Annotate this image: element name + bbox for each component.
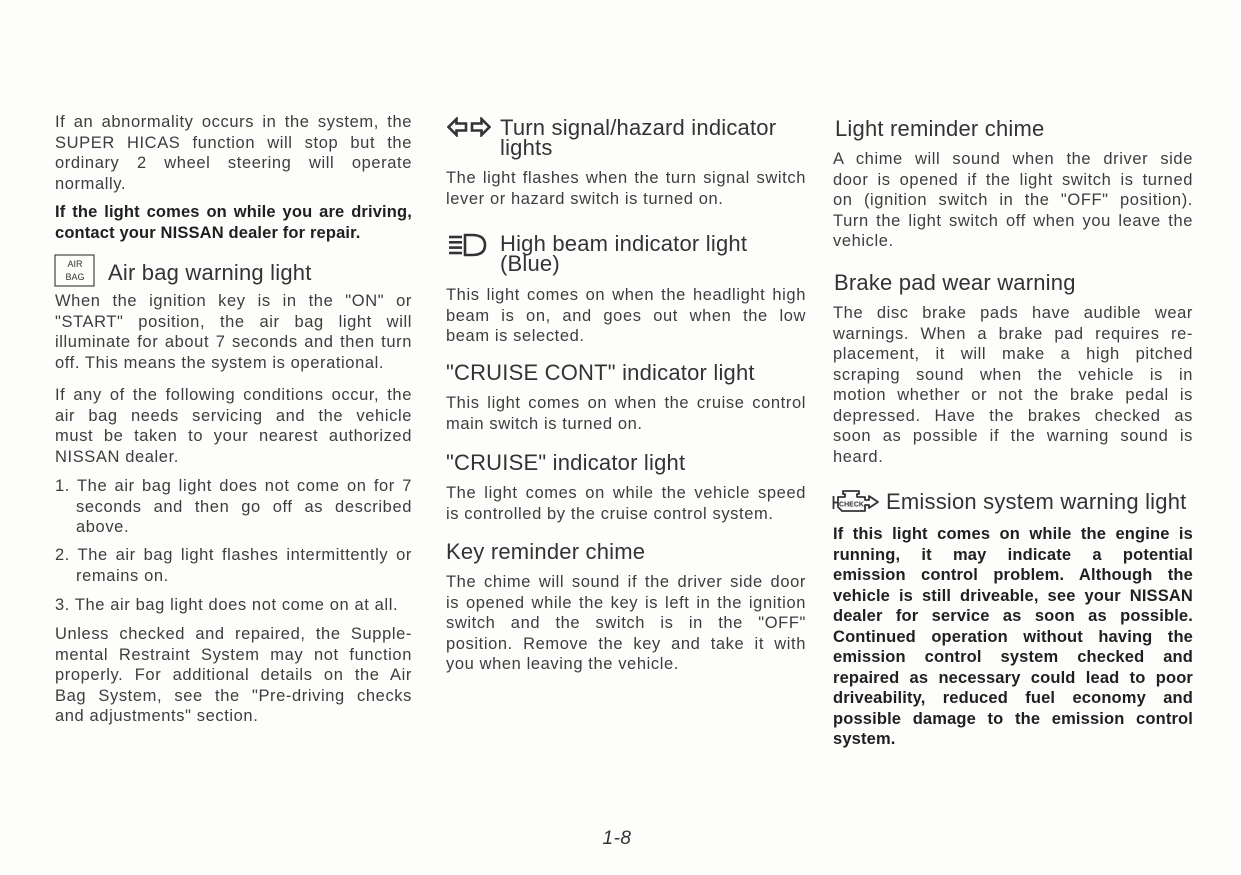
warning-line: Continued operation without having the [833, 627, 1193, 646]
text-line: The chime will sound if the driver side door [446, 573, 806, 591]
light-reminder-heading: Light reminder chime [835, 116, 1045, 141]
intro-line: If an abnormality occurs in the system, the [55, 113, 412, 131]
text-line: air bag needs servicing and the vehicle [55, 406, 412, 425]
text-line: switch and the switch is in the "OFF" [446, 614, 806, 632]
warning-line: possible damage to the emission control [833, 709, 1193, 728]
air-bag-paragraph-2 [55, 385, 412, 467]
heading-line: lights [500, 135, 553, 160]
cruise-paragraph [446, 483, 806, 524]
text-line: must be taken to your nearest authorized [55, 427, 412, 445]
warning-line: emission control problem. Although the [833, 566, 1193, 584]
check-engine-icon [832, 489, 882, 515]
text-line: on (ignition switch in the "OFF" position). [833, 191, 1193, 209]
warning-line: If this light comes on while the engine is [833, 525, 1193, 543]
text-line: Unless checked and repaired, the Supple- [55, 625, 412, 643]
intro-line: SUPER HICAS function will stop but the [55, 133, 412, 152]
text-line: main switch is turned on. [446, 414, 643, 433]
high-beam-heading [500, 231, 748, 276]
warning-line: running, it may indicate a potential [833, 545, 1193, 564]
high-beam-icon [448, 233, 488, 257]
warning-line: repaired as necessary could lead to poor [833, 668, 1193, 687]
high-beam-paragraph [446, 285, 806, 347]
intro-line: normally. [55, 174, 127, 193]
list-item-line: remains on. [76, 566, 169, 585]
air-bag-icon [54, 254, 96, 287]
text-line: The disc brake pads have audible wear [833, 304, 1193, 322]
text-line: beam is on, and goes out when the low [446, 306, 806, 325]
text-line: This light comes on when the headlight high [446, 286, 806, 304]
text-line: When the ignition key is in the "ON" or [55, 292, 412, 310]
text-line: door is opened if the light switch is turned [833, 170, 1193, 189]
text-line: position. Remove the key and take it with [446, 634, 806, 653]
intro-warning-paragraph [55, 202, 412, 243]
air-bag-icon-label: BAG [65, 272, 85, 282]
text-line: Bag System, see the "Pre-driving checks [55, 686, 412, 705]
text-line: warnings. When a brake pad requires re- [833, 324, 1193, 343]
list-item-line: seconds and then go off as described [76, 497, 412, 516]
list-item [55, 595, 412, 616]
heading-line: Turn signal/hazard indicator [500, 115, 777, 140]
warning-line: driveability, reduced fuel economy and [833, 689, 1193, 707]
emission-heading: Emission system warning light [886, 489, 1187, 514]
intro-paragraph [55, 112, 412, 194]
text-line: The light comes on while the vehicle speed [446, 484, 806, 502]
list-item-line: 2. The air bag light flashes intermittently or [55, 546, 412, 564]
warning-line: If the light comes on while you are driving, [55, 203, 412, 221]
text-line: A chime will sound when the driver side [833, 150, 1193, 168]
cruise-cont-heading: "CRUISE CONT" indicator light [446, 360, 755, 385]
text-line: heard. [833, 447, 884, 466]
check-engine-icon-label: CHECK [839, 501, 864, 509]
text-line: placement, it will make a high pitched [833, 345, 1193, 363]
heading-line: (Blue) [500, 251, 560, 276]
warning-line: contact your NISSAN dealer for repair. [55, 223, 361, 242]
warning-line: emission control system checked and [833, 648, 1193, 666]
text-line: and adjustments" section. [55, 707, 259, 725]
warning-line: vehicle is still driveable, see your NISSAN [833, 586, 1193, 605]
key-reminder-paragraph [446, 572, 806, 675]
text-line: is controlled by the cruise control system. [446, 504, 774, 523]
text-line: beam is selected. [446, 327, 585, 345]
text-line: depressed. Have the brakes checked as [833, 406, 1193, 425]
brake-pad-heading: Brake pad wear warning [834, 270, 1076, 295]
warning-line: system. [833, 730, 896, 748]
text-line: Turn the light switch off when you leave the [833, 211, 1193, 230]
emission-warning-paragraph [833, 524, 1193, 750]
light-reminder-paragraph [833, 149, 1193, 252]
key-reminder-heading: Key reminder chime [446, 539, 646, 564]
heading-line: High beam indicator light [500, 231, 748, 256]
cruise-cont-paragraph [446, 393, 806, 434]
warning-line: dealer for service as soon as possible. [833, 607, 1193, 625]
air-bag-paragraph-1 [55, 291, 412, 373]
list-item-line: above. [76, 518, 130, 536]
intro-line: ordinary 2 wheel steering will operate [55, 154, 412, 172]
text-line: NISSAN dealer. [55, 447, 179, 466]
air-bag-heading: Air bag warning light [108, 260, 312, 285]
text-line: properly. For additional details on the Air [55, 666, 412, 684]
cruise-heading: "CRUISE" indicator light [446, 450, 686, 475]
turn-signal-paragraph [446, 168, 806, 209]
air-bag-paragraph-3 [55, 624, 412, 727]
list-item-line: 1. The air bag light does not come on for 7 [55, 477, 412, 495]
text-line: mental Restraint System may not function [55, 645, 412, 664]
turn-signal-heading [500, 115, 777, 160]
air-bag-icon-label: AIR [67, 259, 83, 269]
page-number: 1-8 [602, 828, 632, 849]
text-line: off. This means the system is operational. [55, 353, 385, 372]
brake-pad-paragraph [833, 303, 1193, 467]
text-line: If any of the following conditions occur, the [55, 386, 412, 404]
text-line: scraping sound when the vehicle is in [833, 365, 1193, 384]
list-item [55, 476, 412, 538]
text-line: motion whether or not the brake pedal is [833, 386, 1193, 404]
text-line: The light flashes when the turn signal switch [446, 169, 806, 187]
list-item-line: 3. The air bag light does not come on at all. [55, 596, 399, 614]
text-line: is opened while the key is left in the ignition [446, 593, 806, 612]
text-line: vehicle. [833, 232, 894, 250]
text-line: you when leaving the vehicle. [446, 655, 679, 673]
text-line: This light comes on when the cruise control [446, 394, 806, 412]
text-line: illuminate for about 7 seconds and then turn [55, 333, 412, 351]
text-line: "START" position, the air bag light will [55, 312, 412, 331]
text-line: soon as possible if the warning sound is [833, 427, 1193, 445]
list-item [55, 545, 412, 586]
text-line: lever or hazard switch is turned on. [446, 189, 724, 208]
turn-signal-hazard-icon [447, 117, 491, 137]
